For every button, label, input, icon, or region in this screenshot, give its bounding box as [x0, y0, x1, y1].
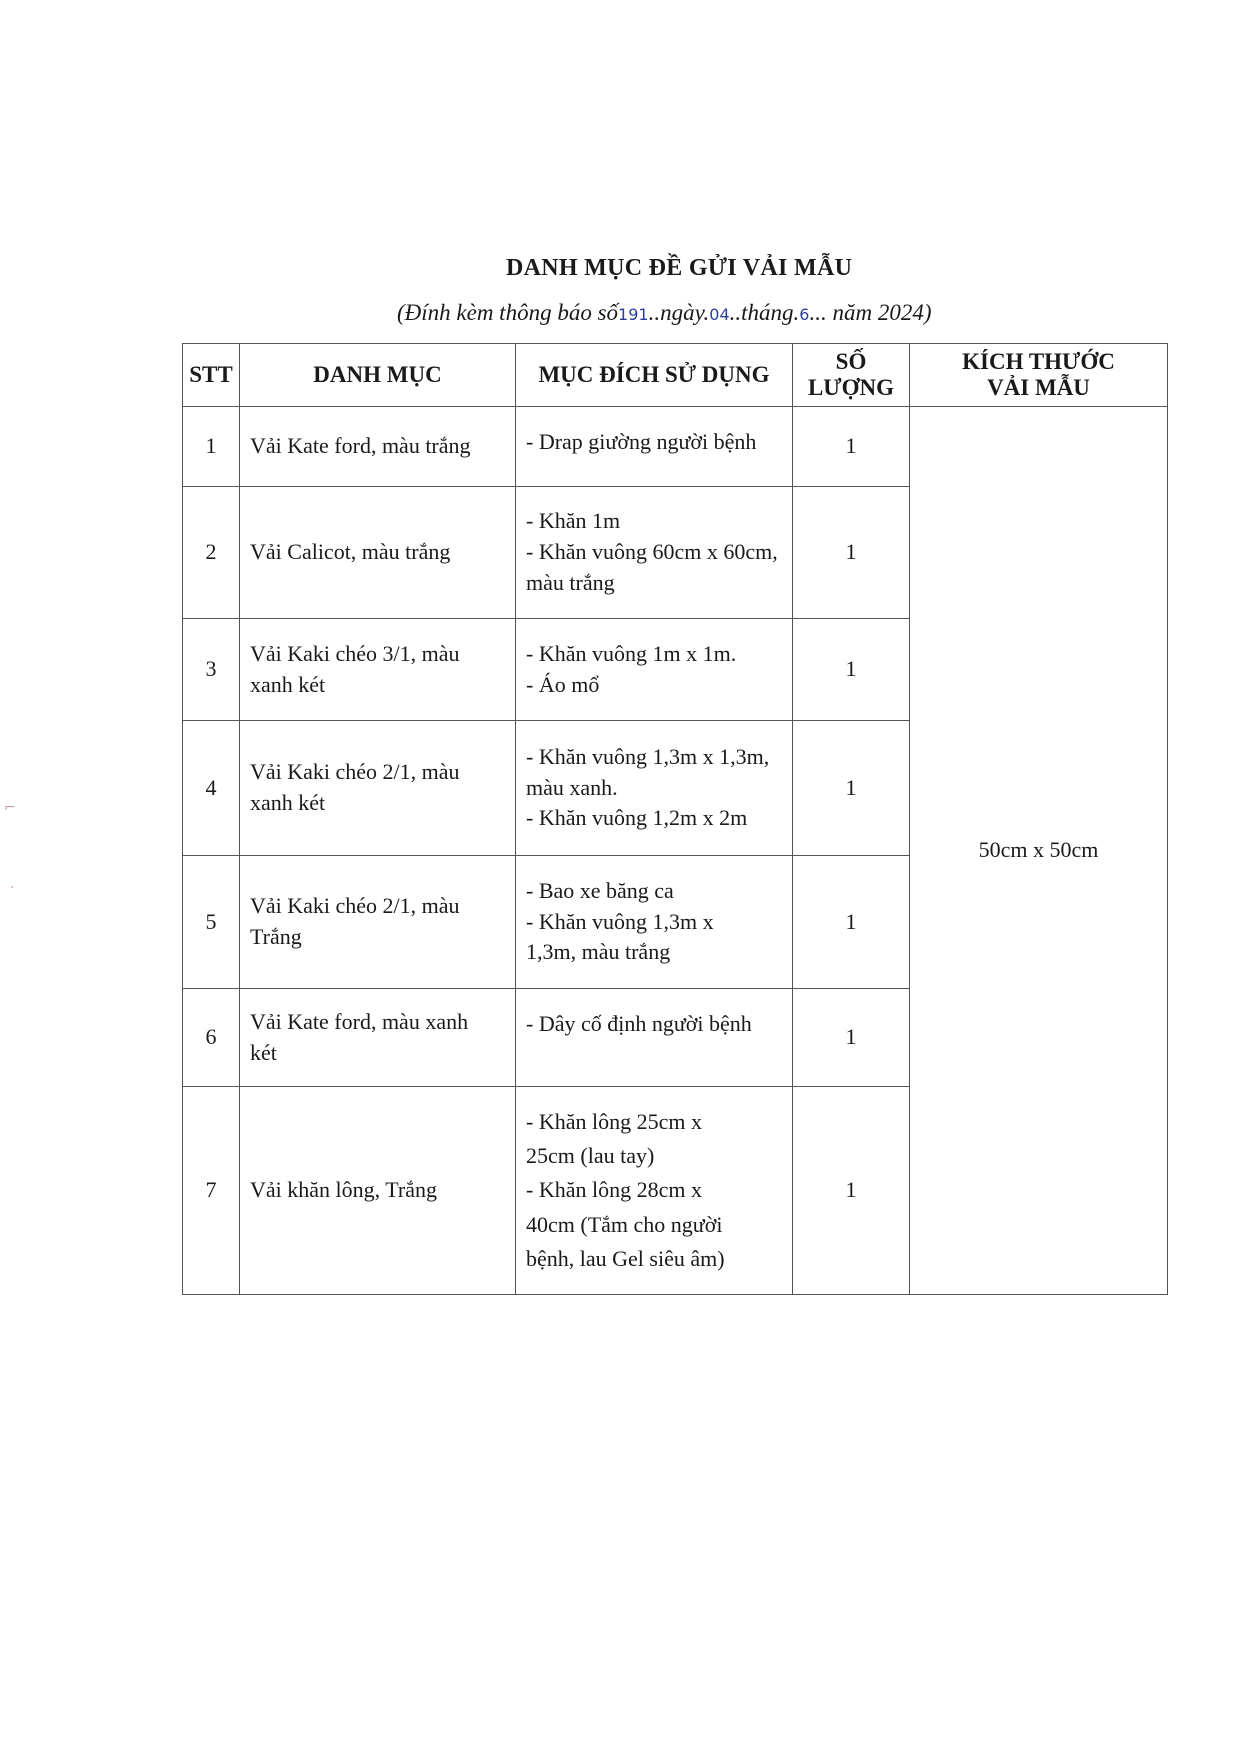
- row-name: [240, 989, 516, 1087]
- row-name-line: Trắng: [250, 924, 302, 949]
- row-use: [516, 721, 793, 856]
- document-title-text: DANH MỤC ĐỀ GỬI VẢI MẪU: [506, 255, 853, 281]
- row-stt: 1: [183, 407, 240, 487]
- header-size: [910, 344, 1168, 407]
- row-qty: 1: [793, 721, 910, 856]
- row-use-line: - Khăn lông 25cm x: [526, 1109, 702, 1135]
- table-header-row: [183, 344, 1168, 407]
- row-name-line: Vải Kate ford, màu trắng: [250, 433, 471, 459]
- row-name-line: xanh két: [250, 790, 326, 815]
- row-stt: 6: [183, 989, 240, 1087]
- sample-size-value: 50cm x 50cm: [910, 407, 1168, 1295]
- row-use-line: màu trắng: [526, 569, 615, 595]
- handwritten-number: 191: [618, 305, 649, 324]
- row-qty: 1: [793, 619, 910, 721]
- row-use: [516, 1087, 793, 1295]
- row-use-line: - Khăn vuông 1,3m x 1,3m,: [526, 743, 770, 769]
- row-name: [240, 856, 516, 989]
- row-name-line: Vải Kaki chéo 2/1, màu: [250, 759, 460, 785]
- row-use: [516, 407, 793, 487]
- handwritten-day: 04: [709, 305, 730, 324]
- header-qty: [793, 344, 910, 407]
- table-row: [183, 407, 1168, 487]
- row-name: [240, 721, 516, 856]
- row-use-line: - Khăn vuông 1,3m x: [526, 908, 714, 934]
- row-use-line: - Drap giường người bệnh: [526, 429, 757, 454]
- row-name: [240, 619, 516, 721]
- header-size-line1: KÍCH THƯỚC: [962, 348, 1115, 374]
- header-qty-line2: LƯỢNG: [807, 375, 895, 400]
- header-size-line2: VẢI MẪU: [987, 375, 1090, 400]
- row-use-line: - Khăn 1m: [526, 508, 621, 534]
- row-qty: 1: [793, 989, 910, 1087]
- row-stt: 2: [183, 487, 240, 619]
- subtitle-suffix: năm 2024): [832, 300, 932, 325]
- row-use-line: màu xanh.: [526, 774, 618, 800]
- row-name: [240, 1087, 516, 1295]
- row-use-line: 40cm (Tắm cho người: [526, 1211, 723, 1237]
- row-qty: 1: [793, 856, 910, 989]
- scan-mark: ·: [10, 880, 15, 896]
- row-name-line: Vải Kaki chéo 2/1, màu: [250, 893, 460, 919]
- subtitle-day-label: ngày: [660, 300, 704, 325]
- row-use: [516, 989, 793, 1087]
- row-name-line: Vải Kate ford, màu xanh: [250, 1008, 469, 1034]
- row-use-line: - Khăn vuông 1,2m x 2m: [526, 805, 748, 831]
- handwritten-month: 6: [799, 305, 810, 324]
- row-use-line: - Khăn vuông 1m x 1m.: [526, 640, 737, 666]
- fabric-sample-table: [182, 343, 1168, 1295]
- row-qty: 1: [793, 407, 910, 487]
- row-name-line: Vải Kaki chéo 3/1, màu: [250, 640, 460, 666]
- row-use-line: - Bao xe băng ca: [526, 877, 674, 903]
- row-use: [516, 487, 793, 619]
- subtitle-month-label: tháng: [741, 300, 794, 325]
- scan-mark: ⌐: [4, 800, 16, 816]
- row-stt: 3: [183, 619, 240, 721]
- row-name: [240, 487, 516, 619]
- row-stt: 7: [183, 1087, 240, 1295]
- row-qty: 1: [793, 1087, 910, 1295]
- row-use-line: - Áo mổ: [526, 671, 600, 697]
- document-subtitle: (Đính kèm thông báo số191..ngày.04..tháng.6... năm 2024): [397, 300, 932, 325]
- row-qty: 1: [793, 487, 910, 619]
- row-use-line: 1,3m, màu trắng: [526, 939, 671, 965]
- row-name-line: Vải khăn lông, Trắng: [250, 1177, 437, 1203]
- row-name-line: Vải Calicot, màu trắng: [250, 539, 451, 565]
- row-use-line: 25cm (lau tay): [526, 1143, 655, 1169]
- subtitle-prefix: (Đính kèm thông báo số: [397, 300, 619, 325]
- row-use: [516, 856, 793, 989]
- header-stt: STT: [183, 344, 240, 407]
- header-use: MỤC ĐÍCH SỬ DỤNG: [516, 344, 793, 407]
- header-qty-line1: SỐ: [835, 348, 867, 374]
- row-name-line: két: [250, 1039, 277, 1065]
- header-name: DANH MỤC: [240, 344, 516, 407]
- row-stt: 4: [183, 721, 240, 856]
- row-use: [516, 619, 793, 721]
- row-use-line: - Khăn lông 28cm x: [526, 1177, 702, 1203]
- row-name: [240, 407, 516, 487]
- row-use-line: - Dây cố định người bệnh: [526, 1011, 752, 1036]
- row-use-line: - Khăn vuông 60cm x 60cm,: [526, 539, 778, 565]
- row-stt: 5: [183, 856, 240, 989]
- row-use-line: bệnh, lau Gel siêu âm): [526, 1245, 725, 1271]
- row-name-line: xanh két: [250, 671, 326, 697]
